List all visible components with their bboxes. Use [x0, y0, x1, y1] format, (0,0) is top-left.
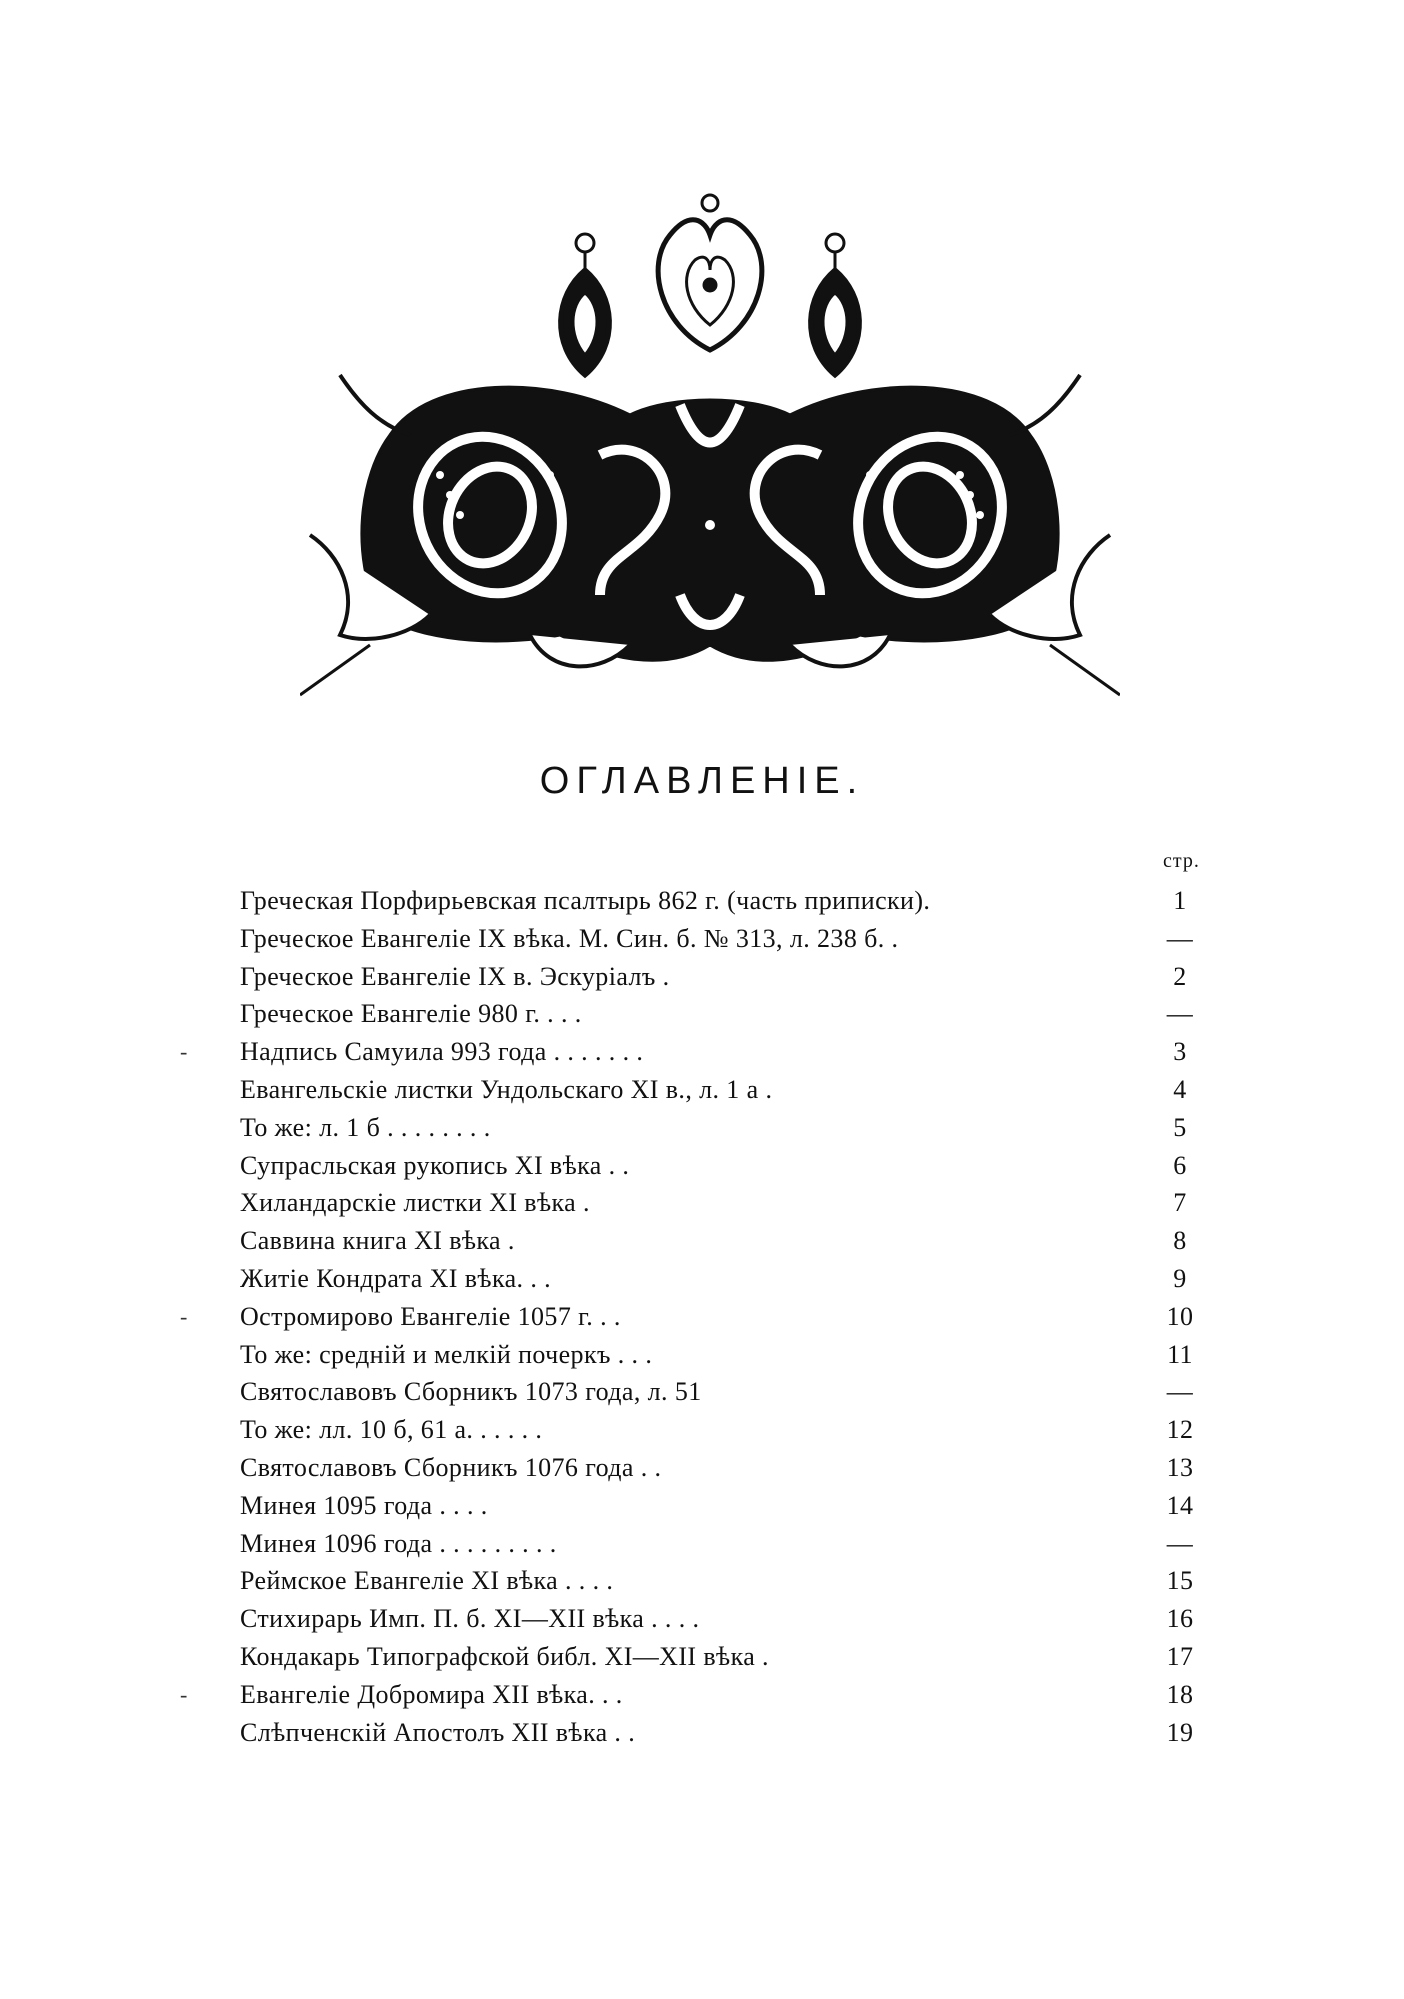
toc-entry-page: 11	[1167, 1339, 1193, 1369]
toc-entry	[240, 1260, 1210, 1298]
toc-entry	[240, 958, 1210, 996]
toc-entry	[240, 1449, 1210, 1487]
toc-entry-title: Греческое Евангеліе 980 г. . . .	[240, 999, 582, 1029]
toc-entry-title: Остромирово Евангеліе 1057 г. . .	[240, 1301, 621, 1331]
toc-entry-page: —	[1166, 923, 1194, 953]
toc-entry	[240, 1714, 1210, 1752]
toc-entry-title: Святославовъ Сборникъ 1076 года . .	[240, 1452, 662, 1482]
toc-entry-title: То же: лл. 10 б, 61 а. . . . . .	[240, 1415, 543, 1445]
toc-entry-title: Стихирарь Имп. П. б. XI—XII вѣка . . . .	[240, 1604, 700, 1634]
toc-entry-page: 5	[1173, 1112, 1187, 1142]
toc-entry-page: 1	[1173, 886, 1187, 915]
toc-entry-page: 14	[1166, 1490, 1194, 1520]
toc-entry-page: 8	[1173, 1226, 1187, 1256]
toc-entry-title: Надпись Самуила 993 года . . . . . . .	[240, 1037, 644, 1067]
page-title: ОГЛАВЛЕНІЕ.	[539, 760, 865, 802]
toc-entry	[240, 1184, 1210, 1222]
toc-entry-title: Слѣпченскій Апостолъ XII вѣка . .	[240, 1717, 636, 1747]
toc-entry-page: 15	[1166, 1566, 1194, 1596]
toc-entry-page: 16	[1166, 1604, 1194, 1634]
toc-entry-title: Минея 1096 года . . . . . . . . .	[240, 1528, 557, 1558]
toc-entry-page: —	[1166, 999, 1194, 1029]
toc-entry-title: Евангеліе Добромира XII вѣка. . .	[240, 1679, 623, 1709]
toc-entry	[180, 1298, 1210, 1336]
toc-entry	[240, 1487, 1210, 1525]
margin-mark: -	[180, 1681, 188, 1707]
toc-entry	[180, 1676, 1210, 1714]
toc-entry-title: Кондакарь Типографской библ. XI—XII вѣка .	[240, 1641, 769, 1671]
toc-entry-title: Греческое Евангеліе IX в. Эскуріалъ .	[240, 961, 670, 991]
toc-entry-page: 17	[1166, 1641, 1194, 1671]
toc-entry-title: Житіе Кондрата XI вѣка. . .	[240, 1263, 552, 1293]
toc-entry	[240, 920, 1210, 958]
toc-entry-page: 3	[1173, 1037, 1187, 1067]
table-of-contents	[180, 882, 1210, 1751]
toc-entry	[240, 1336, 1210, 1374]
toc-entry-title: Минея 1095 года . . . .	[240, 1490, 488, 1520]
toc-entry-page: 18	[1166, 1679, 1194, 1709]
toc-entry	[240, 882, 1210, 920]
toc-entry	[240, 1373, 1210, 1411]
toc-entry-page: 4	[1173, 1074, 1187, 1104]
toc-entry-page: 19	[1166, 1717, 1194, 1747]
toc-entry	[180, 1033, 1210, 1071]
toc-entry-title: Греческая Порфирьевская псалтырь 862 г. (часть приписки).	[240, 886, 931, 915]
toc-entry	[240, 1071, 1210, 1109]
toc-entry-page: —	[1166, 1528, 1194, 1558]
toc-entry	[240, 1109, 1210, 1147]
toc-entry-page: 9	[1173, 1263, 1187, 1293]
toc-entry-page: 6	[1173, 1150, 1187, 1180]
toc-entry-title: Греческое Евангеліе IX вѣка. М. Син. б. № 313, л. 238 б. .	[240, 923, 899, 953]
toc-entry-page: 13	[1166, 1452, 1194, 1482]
toc-entry-page: —	[1166, 1377, 1194, 1407]
toc-entry-title: Евангельскіе листки Ундольскаго XI в., л. 1 а .	[240, 1074, 773, 1104]
toc-entry-page: 10	[1166, 1301, 1194, 1331]
toc-entry	[240, 1562, 1210, 1600]
ornamental-headpiece	[300, 175, 1120, 705]
toc-entry-title: Супрасльская рукопись XI вѣка . .	[240, 1150, 630, 1180]
toc-entry	[240, 1638, 1210, 1676]
toc-entry	[240, 1222, 1210, 1260]
margin-mark: -	[180, 1039, 188, 1065]
toc-entry-page: 7	[1173, 1188, 1187, 1218]
toc-entry-page: 12	[1166, 1415, 1194, 1445]
toc-entry	[240, 995, 1210, 1033]
toc-entry-title: Саввина книга XI вѣка .	[240, 1226, 515, 1256]
toc-entry	[240, 1411, 1210, 1449]
toc-entry-title: Святославовъ Сборникъ 1073 года, л. 51	[240, 1377, 702, 1407]
margin-mark: -	[180, 1303, 188, 1329]
page-column-header: стр.	[1163, 850, 1200, 872]
toc-entry-title: Реймское Евангеліе XI вѣка . . . .	[240, 1566, 614, 1596]
toc-entry-title: То же: л. 1 б . . . . . . . .	[240, 1112, 491, 1142]
toc-entry	[240, 1525, 1210, 1563]
toc-entry	[240, 1600, 1210, 1638]
toc-entry	[240, 1147, 1210, 1185]
toc-entry-page: 2	[1173, 961, 1187, 991]
toc-entry-title: То же: средній и мелкій почеркъ . . .	[240, 1339, 653, 1369]
toc-entry-title: Хиландарскіе листки XI вѣка .	[240, 1188, 590, 1218]
